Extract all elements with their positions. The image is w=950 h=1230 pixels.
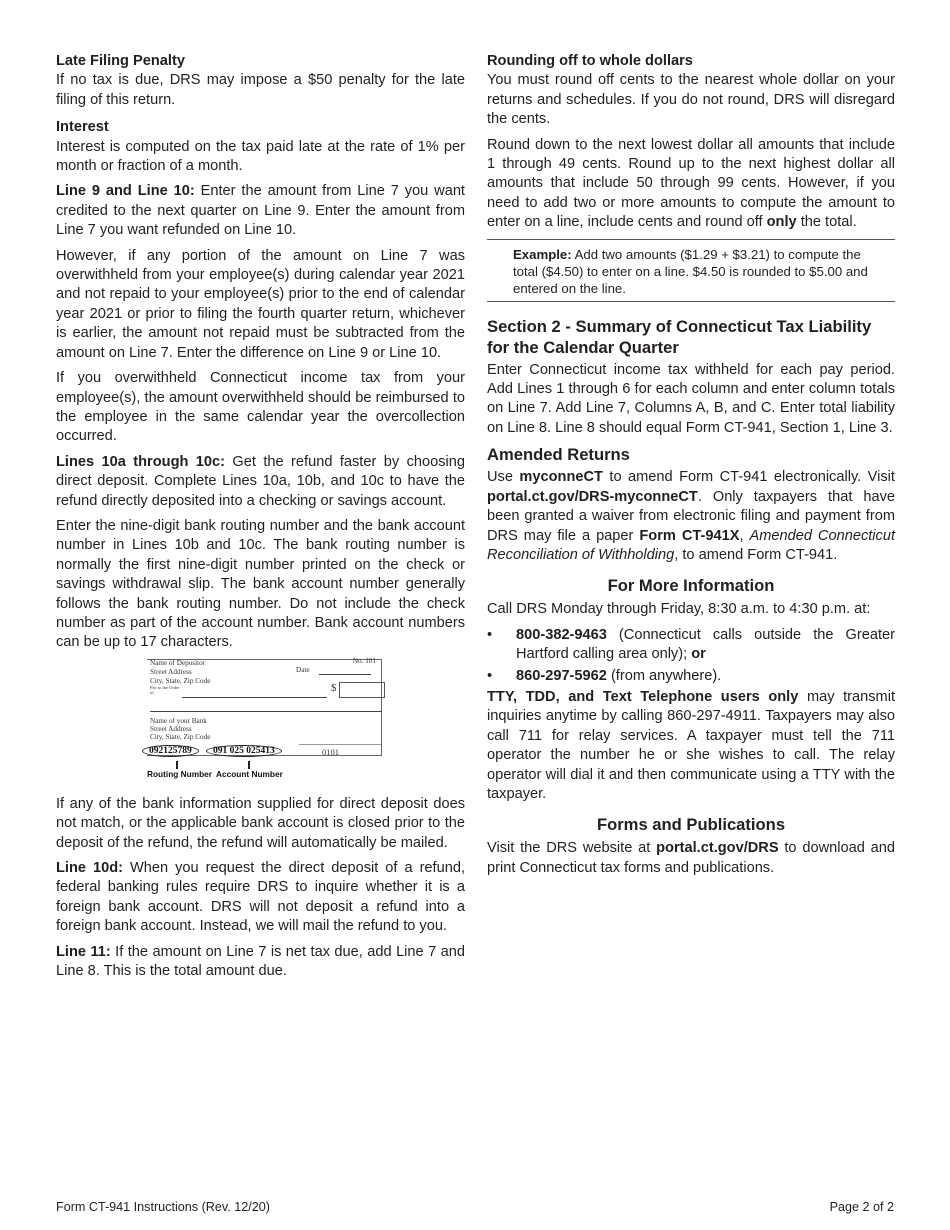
bullet-text <box>516 626 895 665</box>
bullet-item <box>487 626 895 665</box>
bold-text: Line 11: <box>56 943 111 960</box>
text-run: If any of the bank information supplied for direct deposit does not match, or the applicable bank account is closed prior to the deposit of the refund, the refund will automatically be mailed. <box>56 795 465 851</box>
right-column <box>487 52 895 884</box>
paragraph <box>56 138 465 177</box>
bold-text: Line 10d: <box>56 860 123 876</box>
text-run: When you request the direct deposit of a refund, federal banking rules require DRS to inquire whether it is a foreign bank account. DRS will not deposit a refund into a foreign bank account. Instead, we will mail the refund to you. <box>56 860 465 935</box>
paragraph <box>56 247 465 363</box>
text-run: to amend Form CT-941 electronically. Visit <box>602 469 895 486</box>
text-run: Call DRS Monday through Friday, 8:30 a.m. to 4:30 p.m. at: <box>487 601 871 618</box>
text-run: However, if any portion of the amount on Line 7 was overwithheld from your employee(s) during calendar year 2021 and not repaid to your employee(s) prior to the end of calendar year 2021 or prior to filing the fourth quarter return, whichever is earlier, the amount not repaid must be subtracted from the amount on Line 7. Enter the difference on Line 9 or Line 10. <box>56 247 465 361</box>
text-run: Enter the nine-digit bank routing number and the bank account number in Lines 10b and 10c. The bank routing number is normally the first nine-digit number printed on the check or savings withdrawal slip. The bank account number generally follows the bank routing number. Do not include the check number as part of the account number. Bank account numbers can be up to 17 characters. <box>56 517 465 651</box>
text-run: If you overwithheld Connecticut income tax from your employee(s), the amount overwithheld should be reimbursed to the employee in the same calendar year the overcollection occurred. <box>56 370 465 445</box>
paragraph <box>56 795 465 853</box>
check-serial: 0101 <box>322 746 339 757</box>
bold-text: myconneCT <box>519 469 603 486</box>
bullet-icon: • <box>487 626 493 643</box>
check-city: City, State, Zip Code <box>150 676 211 685</box>
bold-text: Line 9 and Line 10: <box>56 183 195 200</box>
bullet-item <box>487 667 895 686</box>
paragraph <box>487 361 895 439</box>
bold-text: 800-382-9463 <box>516 626 607 643</box>
paragraph <box>56 182 465 240</box>
section-heading: For More Information <box>607 576 775 596</box>
section-heading: Interest <box>56 119 109 136</box>
text-run: You must round off cents to the nearest whole dollar on your returns and schedules. If you do not round, DRS will disregard the cents. <box>487 72 895 128</box>
bold-text: portal.ct.gov/DRS <box>656 840 779 857</box>
paragraph <box>56 71 465 110</box>
paragraph <box>487 600 895 619</box>
text-run: to download and print Connecticut tax forms and publications. <box>487 840 895 876</box>
paragraph <box>487 71 895 129</box>
check-bank: Name of your Bank <box>150 716 207 725</box>
paragraph <box>56 859 465 937</box>
paragraph <box>487 136 895 233</box>
paragraph <box>56 517 465 653</box>
text-run: If the amount on Line 7 is net tax due, add Line 7 and Line 8. This is the total amount due. <box>56 943 465 980</box>
italic-text: Amended Connecticut Reconciliation of Withholding <box>487 527 896 563</box>
text-run: may transmit inquiries anytime by calling 860-297-4911. Taxpayers may also call 711 for relay services. A taxpayer must tell the 711 operator the number he or she wishes to call. The relay operator will dial it and then communicate using a TTY with the taxpayer. <box>487 688 896 802</box>
text-run: , to amend Form CT-941. <box>674 546 838 563</box>
text-run: Visit the DRS website at <box>487 840 657 857</box>
bold-text: portal.ct.gov/DRS-myconneCT <box>487 488 698 505</box>
text-run: Round down to the next lowest dollar all amounts that include 1 through 49 cents. Round up to the next highest dollar all amounts that include 50 through 99 cents. However, if you need to add two or more amounts to compute the amount to enter on a line, include cents and round off <box>487 136 895 231</box>
check-dollar: $ <box>331 681 337 694</box>
bullet-icon: • <box>487 667 493 684</box>
paragraph <box>56 369 465 447</box>
section-heading: Late Filing Penalty <box>56 53 185 69</box>
footer-form-title: Form CT-941 Instructions (Rev. 12/20) <box>56 1200 270 1214</box>
paragraph <box>487 688 895 804</box>
bold-text: Example: <box>513 246 572 262</box>
text-run: Interest is computed on the tax paid late at the rate of 1% per month or fraction of a month. <box>56 138 465 175</box>
check-pay-to: Pay to the Order of <box>150 684 180 695</box>
check-bank-city: City, State, Zip Code <box>150 732 211 741</box>
text-run: Enter Connecticut income tax withheld for each pay period. Add Lines 1 through 6 for each column and enter column totals on Line 7. Add Line 7, Columns A, B, and C. Enter total liability on Line 8. Line 8 should equal Form CT-941, Section 1, Line 3. <box>487 361 895 436</box>
routing-number: 092125789 <box>142 745 199 757</box>
text-run: the total. <box>796 214 857 231</box>
section-heading: Section 2 - Summary of Connecticut Tax Liability for the Calendar Quarter <box>487 316 872 357</box>
check-date: Date <box>296 665 310 674</box>
sample-check-figure <box>144 656 384 785</box>
bold-text: TTY, TDD, and Text Telephone users only <box>487 688 799 705</box>
check-number-label: No. 101 <box>352 656 376 665</box>
account-number: 091 025 025413 <box>206 745 282 757</box>
text-run: (from anywhere). <box>606 667 722 684</box>
paragraph <box>487 468 895 565</box>
bold-text: Lines 10a through 10c: <box>56 453 226 470</box>
text-run: Use <box>487 469 520 486</box>
text-run: Add two amounts ($1.29 + $3.21) to compute the total ($4.50) to enter on a line. $4.50 is rounded to $5.00 and entered on the line. <box>513 246 868 296</box>
check-bank-street: Street Address <box>150 724 192 733</box>
footer-page-number: Page 2 of 2 <box>829 1200 894 1214</box>
bullet-text <box>516 667 895 686</box>
check-depositor: Name of Depositor <box>150 658 206 667</box>
routing-number-label: Routing Number <box>147 768 212 779</box>
text-run: (Connecticut calls outside the Greater Hartford calling area only); <box>516 626 895 663</box>
paragraph <box>56 943 465 982</box>
text-run: . Only taxpayers that have been granted a waiver from electronic filing and payment from DRS may file a paper <box>487 488 895 544</box>
bold-text: Form CT-941X <box>639 527 740 544</box>
paragraph <box>56 453 465 511</box>
section-heading: Rounding off to whole dollars <box>487 53 693 69</box>
text-run: If no tax is due, DRS may impose a $50 penalty for the late filing of this return. <box>56 72 465 108</box>
bold-text: 860-297-5962 <box>516 667 607 684</box>
check-street: Street Address <box>150 667 192 676</box>
text-run: Enter the amount from Line 7 you want credited to the next quarter on Line 9. Enter the amount from Line 7 you want refunded on Line 10. <box>56 183 465 239</box>
bold-text: only <box>766 214 797 231</box>
text-run: , <box>739 527 750 544</box>
account-number-label: Account Number <box>216 768 283 779</box>
section-heading: Amended Returns <box>487 445 630 465</box>
section-heading: Forms and Publications <box>596 815 786 835</box>
bold-text: or <box>691 646 706 663</box>
left-column <box>56 52 465 987</box>
example-box <box>487 239 895 302</box>
text-run: Get the refund faster by choosing direct deposit. Complete Lines 10a, 10b, and 10c to have the refund directly deposited into a checking or savings account. <box>56 453 465 509</box>
paragraph <box>487 839 895 878</box>
